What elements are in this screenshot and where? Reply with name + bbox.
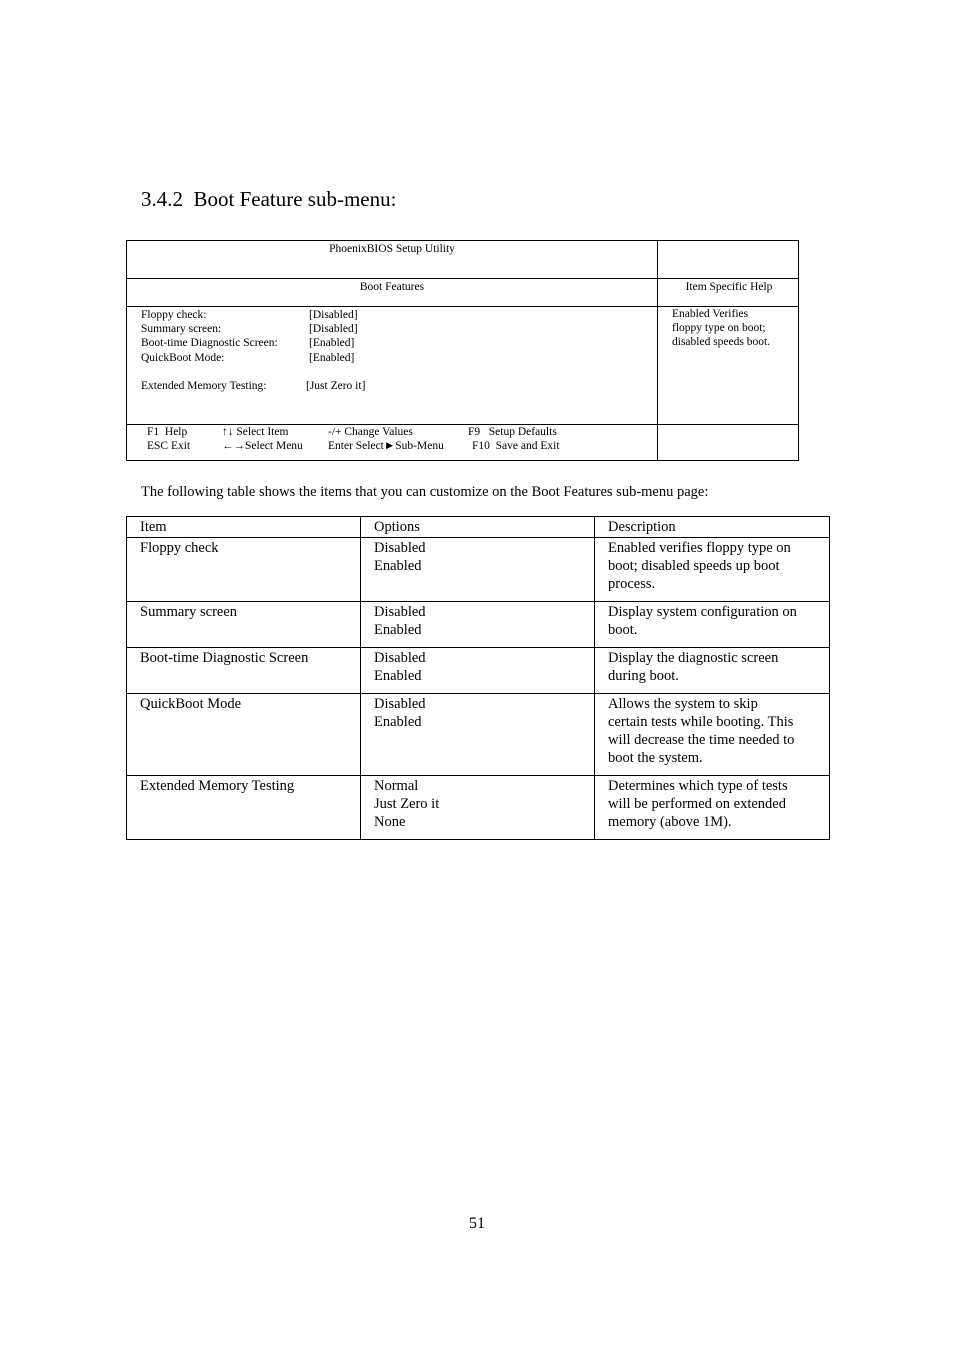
option-value: Enabled: [374, 714, 422, 730]
column-header-options: Options: [361, 517, 595, 538]
bios-setting-value[interactable]: [Enabled]: [309, 352, 355, 364]
bios-key-select-item: ↑↓ Select Item: [222, 426, 289, 438]
bios-key-exit: ESC Exit: [147, 440, 191, 452]
description-cell: [595, 694, 830, 776]
description-line: Display system configuration on: [608, 604, 797, 620]
option-value: Enabled: [374, 622, 422, 638]
options-cell: [361, 776, 595, 840]
bios-setting-label: Boot-time Diagnostic Screen:: [141, 337, 278, 349]
intro-paragraph: The following table shows the items that you can customize on the Boot Features sub-menu page:: [141, 484, 709, 500]
table-row: [127, 538, 830, 602]
bios-setting-label: QuickBoot Mode:: [141, 352, 225, 364]
description-cell: [595, 602, 830, 648]
description-line: boot the system.: [608, 750, 703, 766]
bios-key-select-menu: ←→Select Menu: [222, 440, 303, 452]
bios-help-text: disabled speeds boot.: [672, 336, 771, 348]
bios-setting-label: Floppy check:: [141, 309, 207, 321]
item-cell: Extended Memory Testing: [127, 776, 361, 840]
description-line: Determines which type of tests: [608, 778, 788, 794]
options-cell: [361, 694, 595, 776]
bios-help-title: Item Specific Help: [685, 281, 773, 293]
item-cell: Summary screen: [127, 602, 361, 648]
description-line: Display the diagnostic screen: [608, 650, 779, 666]
column-header-description: Description: [595, 517, 830, 538]
option-value: Enabled: [374, 558, 422, 574]
description-line: Allows the system to skip: [608, 696, 758, 712]
table-row: [127, 694, 830, 776]
bios-key-help: F1 Help: [147, 426, 188, 438]
bios-help-text: floppy type on boot;: [672, 322, 766, 334]
option-value: Normal: [374, 778, 419, 794]
options-cell: [361, 648, 595, 694]
boot-features-options-table: [126, 516, 830, 840]
description-line: will be performed on extended: [608, 796, 786, 812]
item-cell: Boot-time Diagnostic Screen: [127, 648, 361, 694]
description-cell: [595, 776, 830, 840]
option-value: Just Zero it: [374, 796, 440, 812]
description-line: will decrease the time needed to: [608, 732, 795, 748]
options-cell: [361, 602, 595, 648]
description-line: boot.: [608, 622, 638, 638]
bios-divider-title: [127, 278, 798, 279]
option-value: None: [374, 814, 406, 830]
bios-help-text: Enabled Verifies: [672, 308, 749, 320]
bios-setting-value[interactable]: [Disabled]: [309, 323, 358, 335]
bios-setting-label: Summary screen:: [141, 323, 222, 335]
table-header-row: [127, 517, 830, 538]
option-value: Disabled: [374, 650, 426, 666]
table-row: [127, 776, 830, 840]
bios-key-enter-select: Enter Select►Sub-Menu: [328, 440, 444, 452]
bios-setting-label: Extended Memory Testing:: [141, 380, 267, 392]
option-value: Disabled: [374, 696, 426, 712]
description-line: boot; disabled speeds up boot: [608, 558, 780, 574]
table-row: [127, 648, 830, 694]
option-value: Disabled: [374, 604, 426, 620]
bios-screen: [126, 240, 799, 461]
options-cell: [361, 538, 595, 602]
description-line: process.: [608, 576, 656, 592]
bios-key-setup-defaults: F9 Setup Defaults: [468, 426, 557, 438]
description-line: certain tests while booting. This: [608, 714, 794, 730]
item-cell: Floppy check: [127, 538, 361, 602]
description-line: Enabled verifies floppy type on: [608, 540, 791, 556]
bios-key-save-exit: F10 Save and Exit: [472, 440, 560, 452]
bios-divider-vertical: [657, 241, 658, 460]
bios-utility-title: PhoenixBIOS Setup Utility: [329, 243, 455, 255]
bios-setting-value[interactable]: [Enabled]: [309, 337, 355, 349]
description-cell: [595, 648, 830, 694]
description-line: memory (above 1M).: [608, 814, 732, 830]
description-cell: [595, 538, 830, 602]
bios-menu-title: Boot Features: [359, 281, 425, 293]
option-value: Disabled: [374, 540, 426, 556]
section-heading: 3.4.2 Boot Feature sub-menu:: [141, 187, 397, 211]
item-cell: QuickBoot Mode: [127, 694, 361, 776]
option-value: Enabled: [374, 668, 422, 684]
table-row: [127, 602, 830, 648]
bios-key-change-values: -/+ Change Values: [328, 426, 413, 438]
page-number: 51: [469, 1215, 485, 1232]
column-header-item: Item: [127, 517, 361, 538]
bios-setting-value[interactable]: [Disabled]: [309, 309, 358, 321]
bios-setting-value[interactable]: [Just Zero it]: [306, 380, 366, 392]
description-line: during boot.: [608, 668, 679, 684]
